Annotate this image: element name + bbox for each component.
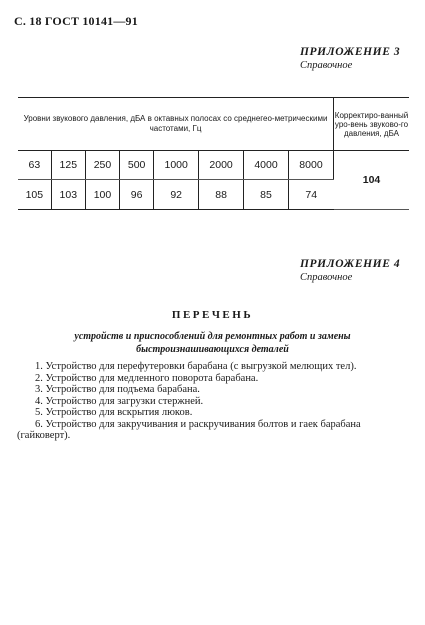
table-header-levels: Уровни звукового давления, дБА в октавных полосах со среднегео-метрическими частотами, Гц [18, 98, 334, 151]
table-cell: 100 [85, 180, 119, 210]
table-cell: 96 [120, 180, 154, 210]
appendix-3-title: ПРИЛОЖЕНИЕ 3 [300, 46, 401, 58]
table-cell: 92 [154, 180, 199, 210]
list-item: 5. Устройство для вскрытия люков. [35, 407, 193, 418]
table-row-frequencies [18, 151, 409, 180]
table-cell-corrected-level: 104 [334, 151, 410, 210]
appendix-4-title: ПРИЛОЖЕНИЕ 4 [300, 258, 401, 270]
list-item: 3. Устройство для подъема барабана. [35, 384, 200, 395]
table-header-row [18, 98, 409, 151]
noise-level-table [18, 97, 409, 210]
appendix-4-subtitle: Справочное [300, 272, 353, 283]
list-item: 6. Устройство для закручивания и раскручивания болтов и гаек барабана (гайковерт). [17, 418, 361, 441]
table-cell: 500 [120, 151, 154, 180]
list-item: 4. Устройство для загрузки стержней. [35, 395, 204, 407]
table-cell: 2000 [199, 151, 244, 180]
table-cell: 85 [244, 180, 289, 210]
table-cell: 103 [51, 180, 85, 210]
list-title: ПЕРЕЧЕНЬ [171, 309, 254, 321]
list-item: 1. Устройство для перефутеровки барабана (с выгрузкой мелющих тел). [35, 361, 357, 372]
table-cell: 63 [18, 151, 51, 180]
list-item: 2. Устройство для медленного поворота барабана. [35, 372, 259, 384]
table-cell: 250 [85, 151, 119, 180]
page-header: С. 18 ГОСТ 10141—91 [14, 14, 138, 28]
table-cell: 88 [199, 180, 244, 210]
device-list [17, 361, 412, 442]
table-header-corrected: Корректиро-ванный уро-вень звуково-го давления, дБА [334, 98, 410, 151]
table-cell: 105 [18, 180, 51, 210]
appendix-3-subtitle: Справочное [300, 60, 353, 71]
table-cell: 4000 [244, 151, 289, 180]
list-subtitle-line-2: быстроизнашивающихся деталей [136, 344, 289, 355]
table-cell: 8000 [288, 151, 333, 180]
table-cell: 1000 [154, 151, 199, 180]
list-subtitle-line-1: устройств и приспособлений для ремонтных работ и замены [74, 331, 351, 342]
table-cell: 74 [288, 180, 333, 210]
table-cell: 125 [51, 151, 85, 180]
